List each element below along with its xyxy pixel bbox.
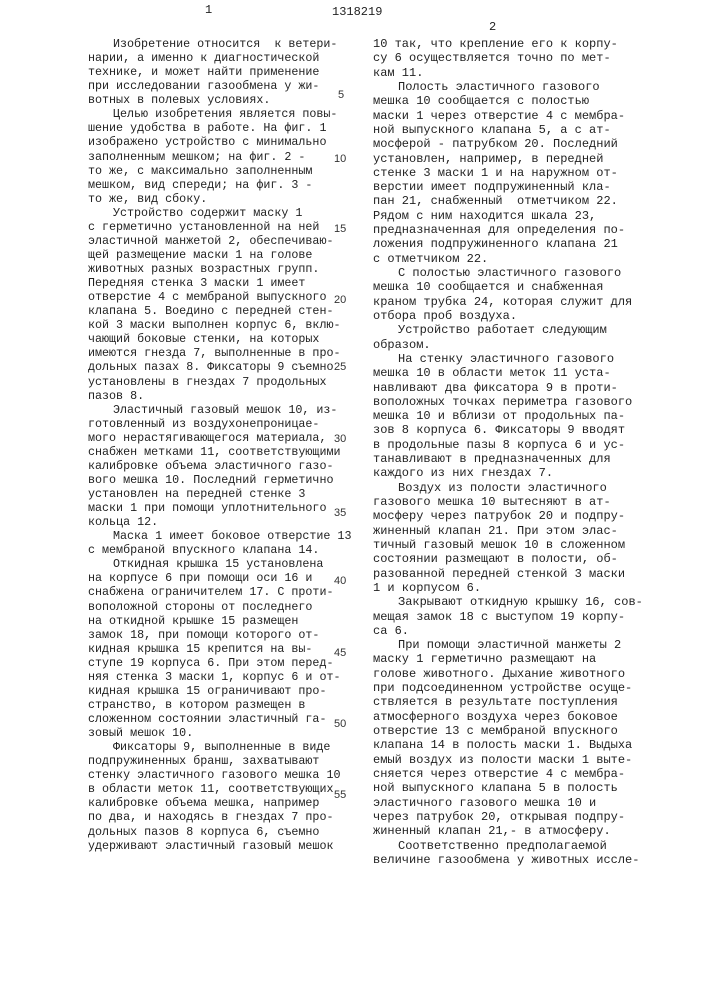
text-line: с мембраной впускного клапана 14. [88, 543, 351, 557]
line-number: 45 [334, 647, 346, 659]
text-line: кидная крышка 15 ограничивают про- [88, 684, 351, 698]
text-line: 1 и корпусом 6. [373, 581, 643, 595]
text-line: Откидная крышка 15 установлена [88, 557, 351, 571]
text-line: Соответственно предполагаемой [373, 839, 643, 853]
text-line: на корпусе 6 при помощи оси 16 и [88, 571, 351, 585]
text-line: калибровке объема эластичного газо- [88, 459, 351, 473]
text-line: емый воздух из полости маски 1 выте- [373, 753, 643, 767]
page-number-left: 1 [205, 3, 212, 17]
line-number: 10 [334, 153, 346, 165]
text-line: Передняя стенка 3 маски 1 имеет [88, 276, 351, 290]
text-line: ной выпускного клапана 5, а с ат- [373, 123, 643, 137]
text-line: предназначенная для определения по- [373, 223, 643, 237]
right-column [373, 37, 643, 867]
text-line: клапана 14 в полость маски 1. Выдыха [373, 738, 643, 752]
page-number-right: 2 [489, 20, 496, 34]
line-number: 5 [338, 89, 344, 101]
text-line: Маска 1 имеет боковое отверстие 13 [88, 529, 351, 543]
text-line: эластичного газового мешка 10 и [373, 796, 643, 810]
text-line: газового мешка 10 вытесняют в ат- [373, 495, 643, 509]
text-line: Фиксаторы 9, выполненные в виде [88, 740, 351, 754]
text-line: на откидной крышке 15 размещен [88, 614, 351, 628]
text-line: технике, и может найти применение [88, 65, 351, 79]
text-line: сложенном состоянии эластичный га- [88, 712, 351, 726]
text-line: мешка 10 сообщается с полостью [373, 94, 643, 108]
text-line: Полость эластичного газового [373, 80, 643, 94]
text-line: мешка 10 сообщается и снабженная [373, 280, 643, 294]
text-line: установлен на передней стенке 3 [88, 487, 351, 501]
text-line: Устройство содержит маску 1 [88, 206, 351, 220]
text-line: сняется через отверстие 4 с мембра- [373, 767, 643, 781]
text-line: тичный газовый мешок 10 в сложенном [373, 538, 643, 552]
text-line: отверстие 4 с мембраной выпускного [88, 290, 351, 304]
text-line: кидная крышка 15 крепится на вы- [88, 642, 351, 656]
text-line: изображено устройство с минимально [88, 135, 351, 149]
text-line: в продольные пазы 8 корпуса 6 и ус- [373, 438, 643, 452]
text-line: няя стенка 3 маски 1, корпус 6 и от- [88, 670, 351, 684]
line-number: 50 [334, 718, 346, 730]
line-number: 30 [334, 433, 346, 445]
text-line: калибровке объема мешка, например [88, 796, 351, 810]
text-line: ступе 19 корпуса 6. При этом перед- [88, 656, 351, 670]
text-line: маску 1 герметично размещают на [373, 652, 643, 666]
text-line: Изобретение относится к ветери- [88, 37, 351, 51]
text-line: при подсоединенном устройстве осуще- [373, 681, 643, 695]
left-column [88, 37, 351, 853]
text-line: снабжена ограничителем 17. С проти- [88, 585, 351, 599]
text-line: кой 3 маски выполнен корпус 6, вклю- [88, 318, 351, 332]
line-number: 35 [334, 507, 346, 519]
text-line: Рядом с ним находится шкала 23, [373, 209, 643, 223]
text-line: пан 21, снабженный отметчиком 22. [373, 194, 643, 208]
text-line: жиненный клапан 21,- в атмосферу. [373, 824, 643, 838]
text-line: С полостью эластичного газового [373, 266, 643, 280]
text-line: Воздух из полости эластичного [373, 481, 643, 495]
text-line: ложения подпружиненного клапана 21 [373, 237, 643, 251]
text-line: состоянии размещают в полости, об- [373, 552, 643, 566]
text-line: верстии имеет подпружиненный кла- [373, 180, 643, 194]
text-line: клапана 5. Воедино с передней стен- [88, 304, 351, 318]
text-line: са 6. [373, 624, 643, 638]
line-number: 15 [334, 223, 346, 235]
line-number: 55 [334, 789, 346, 801]
line-number: 40 [334, 575, 346, 587]
text-line: щей размещение маски 1 на голове [88, 248, 351, 262]
text-line: разованной передней стенкой 3 маски [373, 567, 643, 581]
text-line: маски 1 через отверстие 4 с мембра- [373, 109, 643, 123]
text-line: шение удобства в работе. На фиг. 1 [88, 121, 351, 135]
text-line: установлены в гнездах 7 продольных [88, 375, 351, 389]
text-line: воположных точках периметра газового [373, 395, 643, 409]
text-line: то же, вид сбоку. [88, 192, 351, 206]
text-line: отбора проб воздуха. [373, 309, 643, 323]
text-line: пазов 8. [88, 389, 351, 403]
text-line: маски 1 при помощи уплотнительного [88, 501, 351, 515]
text-line: жиненный клапан 21. При этом элас- [373, 524, 643, 538]
text-line: танавливают в предназначенных для [373, 452, 643, 466]
text-line: мешка 10 в области меток 11 уста- [373, 366, 643, 380]
text-line: при исследовании газообмена у жи- [88, 79, 351, 93]
line-number: 25 [334, 361, 346, 373]
text-line: каждого из них гнездах 7. [373, 466, 643, 480]
text-line: вого мешка 10. Последний герметично [88, 473, 351, 487]
line-number: 20 [334, 294, 346, 306]
text-line: На стенку эластичного газового [373, 352, 643, 366]
text-line: мешком, вид спереди; на фиг. 3 - [88, 178, 351, 192]
text-line: стенку эластичного газового мешка 10 [88, 768, 351, 782]
patent-number: 1318219 [332, 5, 382, 19]
text-line: При помощи эластичной манжеты 2 [373, 638, 643, 652]
text-line: ствляется в результате поступления [373, 695, 643, 709]
text-line: атмосферного воздуха через боковое [373, 710, 643, 724]
text-line: то же, с максимально заполненным [88, 164, 351, 178]
text-line: мого нерастягивающегося материала, [88, 431, 351, 445]
text-line: установлен, например, в передней [373, 152, 643, 166]
text-line: снабжен метками 11, соответствующими [88, 445, 351, 459]
text-line: заполненным мешком; на фиг. 2 - [88, 150, 351, 164]
text-line: отверстие 13 с мембраной впускного [373, 724, 643, 738]
text-line: воположной стороны от последнего [88, 600, 351, 614]
text-line: животных разных возрастных групп. [88, 262, 351, 276]
text-line: дольных пазах 8. Фиксаторы 9 съемно [88, 360, 351, 374]
text-line: мещая замок 18 с выступом 19 корпу- [373, 610, 643, 624]
text-line: удерживают эластичный газовый мешок [88, 839, 351, 853]
text-line: с герметично установленной на ней [88, 220, 351, 234]
text-line: стенке 3 маски 1 и на наружном от- [373, 166, 643, 180]
text-line: кольца 12. [88, 515, 351, 529]
text-line: образом. [373, 338, 643, 352]
text-line: Закрывают откидную крышку 16, сов- [373, 595, 643, 609]
text-line: зов 8 корпуса 6. Фиксаторы 9 вводят [373, 423, 643, 437]
text-line: имеются гнезда 7, выполненные в про- [88, 346, 351, 360]
text-line: ной выпускного клапана 5 в полость [373, 781, 643, 795]
text-line: мешка 10 и вблизи от продольных па- [373, 409, 643, 423]
text-line: величине газообмена у животных иссле- [373, 853, 643, 867]
text-line: краном трубка 24, которая служит для [373, 295, 643, 309]
text-line: мосферу через патрубок 20 и подпру- [373, 509, 643, 523]
text-line: Эластичный газовый мешок 10, из- [88, 403, 351, 417]
text-line: с отметчиком 22. [373, 252, 643, 266]
text-line: замок 18, при помощи которого от- [88, 628, 351, 642]
text-line: нарии, а именно к диагностической [88, 51, 351, 65]
text-line: Целью изобретения является повы- [88, 107, 351, 121]
text-line: чающий боковые стенки, на которых [88, 332, 351, 346]
text-line: голове животного. Дыхание животного [373, 667, 643, 681]
text-line: мосферой - патрубком 20. Последний [373, 137, 643, 151]
text-line: дольных пазов 8 корпуса 6, съемно [88, 825, 351, 839]
text-line: Устройство работает следующим [373, 323, 643, 337]
text-line: по два, и находясь в гнездах 7 про- [88, 810, 351, 824]
text-line: су 6 осуществляется точно по мет- [373, 51, 643, 65]
text-line: вотных в полевых условиях. [88, 93, 351, 107]
text-line: кам 11. [373, 66, 643, 80]
text-line: странство, в котором размещен в [88, 698, 351, 712]
text-line: зовый мешок 10. [88, 726, 351, 740]
text-line: эластичной манжетой 2, обеспечиваю- [88, 234, 351, 248]
text-line: навливают два фиксатора 9 в проти- [373, 381, 643, 395]
text-line: через патрубок 20, открывая подпру- [373, 810, 643, 824]
text-line: подпружиненных бранш, захватывают [88, 754, 351, 768]
text-line: 10 так, что крепление его к корпу- [373, 37, 643, 51]
text-line: в области меток 11, соответствующих [88, 782, 351, 796]
text-line: готовленный из воздухонепроницае- [88, 417, 351, 431]
